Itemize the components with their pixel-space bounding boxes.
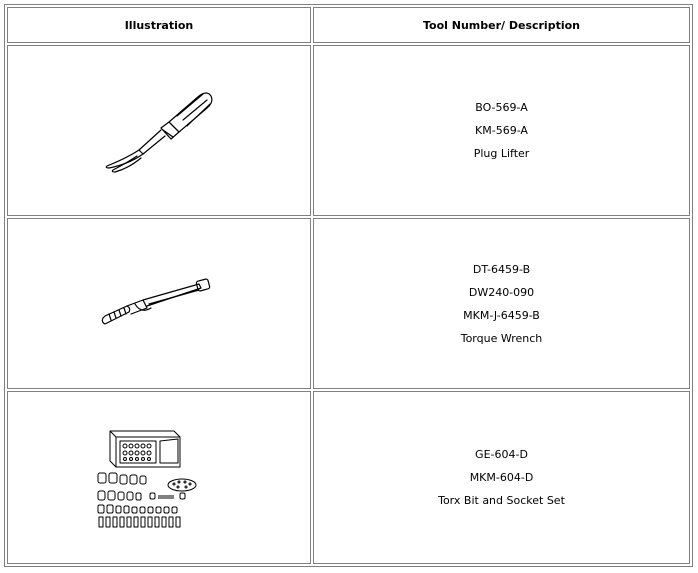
table-row-2-description (313, 218, 690, 389)
header-illustration (7, 7, 311, 43)
table-row-3-illustration (7, 391, 311, 564)
tool-name-line: Plug Lifter (473, 147, 530, 160)
tool-number-line: DT-6459-B (472, 262, 531, 276)
header-description (313, 7, 690, 43)
tool-name-line: Torx Bit and Socket Set (438, 494, 565, 507)
table-row-3-description (313, 391, 690, 564)
table-row-2-illustration (7, 218, 311, 389)
torque-wrench-icon (99, 274, 219, 334)
table-row-1-description (313, 45, 690, 216)
plug-lifter-icon (99, 86, 219, 176)
tool-name-line: Torque Wrench (460, 331, 543, 345)
header-description-label: Tool Number/ Description (422, 18, 580, 32)
torx-bit-socket-set-icon (94, 423, 224, 533)
tool-number-line: GE-604-D (475, 448, 528, 461)
tool-number-line: DW240-090 (468, 285, 535, 299)
tool-number-line: BO-569-A (475, 101, 528, 114)
table-row-1-illustration (7, 45, 311, 216)
tool-table (4, 4, 693, 567)
tool-number-line: MKM-604-D (469, 471, 534, 484)
header-illustration-label: Illustration (124, 18, 194, 32)
tool-number-line: MKM-J-6459-B (463, 308, 540, 322)
tool-number-line: KM-569-A (475, 124, 528, 137)
